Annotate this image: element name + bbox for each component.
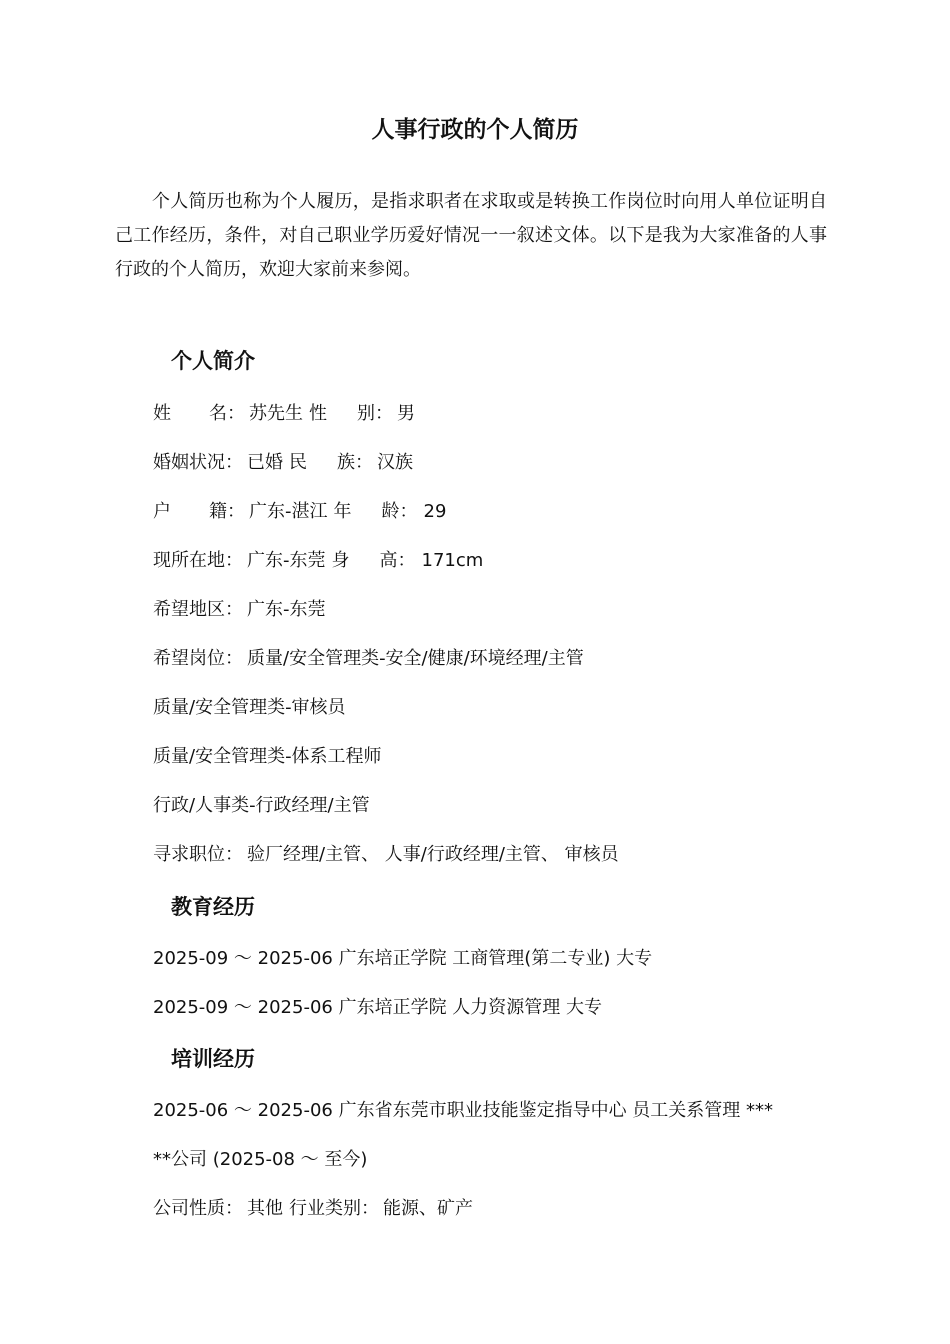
profile-row-location-height (153, 548, 483, 574)
desired-position-value: 质量/安全管理类-安全/健康/环境经理/主管 (247, 648, 584, 669)
seeking-value: 验厂经理/主管、 人事/行政经理/主管、 审核员 (247, 844, 619, 865)
desired-area-value: 广东-东莞 (247, 599, 326, 620)
age-value: 29 (423, 501, 447, 522)
profile-row-desired-area (153, 597, 326, 623)
company-nature-value: 其他 (247, 1198, 283, 1219)
profile-row-seeking (153, 842, 619, 868)
desired-area-label: 希望地区： (153, 599, 243, 620)
marital-value: 已婚 (247, 452, 283, 473)
education-item: 2025-09 ～ 2025-06 广东培正学院 工商管理(第二专业) 大专 (153, 948, 653, 969)
age-label-b: 龄： (381, 501, 418, 522)
education-item: 2025-09 ～ 2025-06 广东培正学院 人力资源管理 大专 (153, 997, 603, 1018)
hukou-value: 广东-湛江 (249, 501, 328, 522)
profile-row-marital-ethnic (153, 450, 413, 476)
company-nature-label: 公司性质： (153, 1198, 243, 1219)
name-label-b: 名： (209, 403, 245, 424)
profile-row-desired-position (153, 646, 584, 672)
page-title: 人事行政的个人简历 (371, 117, 579, 143)
hukou-label-a: 户 (153, 501, 171, 522)
ethnic-label-b: 族： (337, 452, 373, 473)
position-line-2: 质量/安全管理类-审核员 (153, 697, 346, 718)
gender-label-b: 别： (357, 403, 393, 424)
position-line-3: 质量/安全管理类-体系工程师 (153, 746, 382, 767)
desired-position-label: 希望岗位： (153, 648, 243, 669)
industry-value: 能源、矿产 (383, 1198, 473, 1219)
profile-heading: 个人简介 (171, 349, 255, 373)
ethnic-value: 汉族 (377, 452, 413, 473)
name-label-a: 姓 (153, 403, 171, 424)
industry-label: 行业类别： (289, 1198, 379, 1219)
hukou-label-b: 籍： (209, 501, 245, 522)
profile-row-name-gender (153, 401, 415, 427)
name-value: 苏先生 (249, 403, 303, 424)
height-label-a: 身 (331, 550, 350, 571)
location-value: 广东-东莞 (247, 550, 326, 571)
training-item: 2025-06 ～ 2025-06 广东省东莞市职业技能鉴定指导中心 员工关系管理 *** (153, 1100, 774, 1121)
location-label: 现所在地： (153, 550, 243, 571)
education-heading: 教育经历 (171, 895, 255, 919)
ethnic-label-a: 民 (289, 452, 307, 473)
height-value: 171cm (421, 550, 484, 571)
gender-label-a: 性 (309, 403, 327, 424)
age-label-a: 年 (333, 501, 352, 522)
training-heading: 培训经历 (171, 1047, 255, 1071)
intro-paragraph: 个人简历也称为个人履历，是指求职者在求取或是转换工作岗位时向用人单位证明自己工作经历，条件，对自己职业学历爱好情况一一叙述文体。以下是我为大家准备的人事行政的个人简历，欢迎大家前来参阅。 (115, 191, 827, 280)
height-label-b: 高： (379, 550, 416, 571)
seeking-label: 寻求职位： (153, 844, 243, 865)
profile-row-hukou-age (153, 499, 446, 525)
position-line-4: 行政/人事类-行政经理/主管 (153, 795, 370, 816)
company-line: **公司 (2025-08 ～ 至今) (153, 1149, 368, 1170)
marital-label: 婚姻状况： (153, 452, 243, 473)
gender-value: 男 (397, 403, 415, 424)
company-details-row (153, 1196, 473, 1222)
